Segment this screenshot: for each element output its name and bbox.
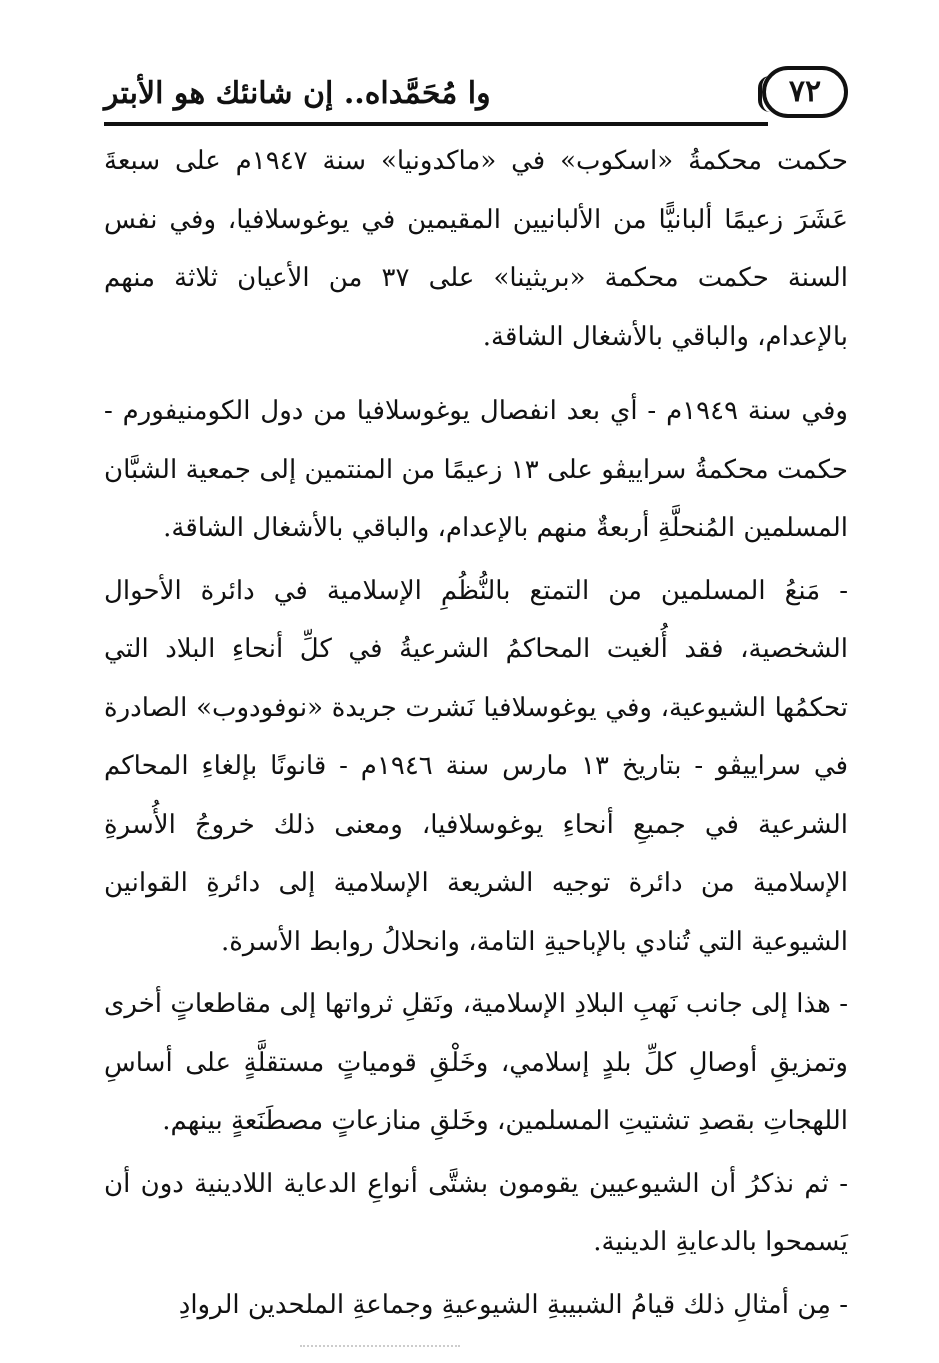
paragraph-2: وفي سنة ١٩٤٩م - أي بعد انفصال يوغوسلافيا من دول الكومنيفورم - حكمت محكمةُ سراييڤو على ١٣ زعيمًا من المنتمين إلى جمعية الشبَّان المسلمين المُنحلَّةِ أربعةٌ منهم بالإعدام، والباقي بالأشغال الشاقة. — [104, 396, 848, 543]
page-header — [104, 62, 848, 126]
paragraph-1: حكمت محكمةُ «اسكوب» في «ماكدونيا» سنة ١٩٤٧م على سبعةَ عَشَرَ زعيمًا ألبانيًّا من الألبانيين المقيمين في يوغوسلافيا، وفي نفس السنة حكمت محكمة «بريثينا» على ٣٧ من الأعيان ثلاثة منهم بالإعدام، والباقي بالأشغال الشاقة. — [104, 146, 848, 352]
paragraph-3: - مَنعُ المسلمين من التمتع بالنُّظُمِ الإسلامية في دائرة الأحوال الشخصية، فقد أُلغيت المحاكمُ الشرعيةُ في كلِّ أنحاءِ البلاد التي تحكمُها الشيوعية، وفي يوغوسلافيا نَشرت جريدة «نوفودوب» الصادرة في سراييڤو - بتاريخ ١٣ مارس سنة ١٩٤٦م - قانونًا بإلغاءِ المحاكم الشرعية في جميعِ أنحاءِ يوغوسلافيا، ومعنى ذلك خروجُ الأُسرةِ الإسلامية من دائرة توجيه الشريعة الإسلامية إلى دائرةِ القوانين الشيوعية التي تُنادي بالإباحيةِ التامة، وانحلالُ روابط الأسرة. — [104, 575, 849, 957]
paragraph-4: - هذا إلى جانب نَهبِ البلادِ الإسلامية، ونَقلِ ثرواتها إلى مقاطعاتٍ أخرى وتمزيقِ أوصالِ كلِّ بلدٍ إسلامي، وخَلْقِ قومياتٍ مستقلَّةٍ على أساسِ اللهجاتِ بقصدِ تشتيتِ المسلمين، وخَلقِ منازعاتٍ مصطَنَعةٍ بينهم. — [104, 989, 848, 1136]
scan-artifact — [300, 1343, 460, 1347]
header-rule — [104, 122, 768, 126]
body-text — [104, 132, 848, 1334]
running-title: وا مُحَمَّداه.. إن شانئك هو الأبتر — [104, 76, 491, 111]
paragraph-6: - مِن أمثالِ ذلك قيامُ الشبيبةِ الشيوعيةِ وجماعةِ الملحدين الروادِ — [178, 1289, 848, 1320]
page-number: ٧٢ — [762, 66, 848, 118]
paragraph-5: - ثم نذكرُ أن الشيوعيين يقومون بشتَّى أنواعِ الدعاية اللادينية دون أن يَسمحوا بالدعايةِ الدينية. — [104, 1168, 848, 1257]
